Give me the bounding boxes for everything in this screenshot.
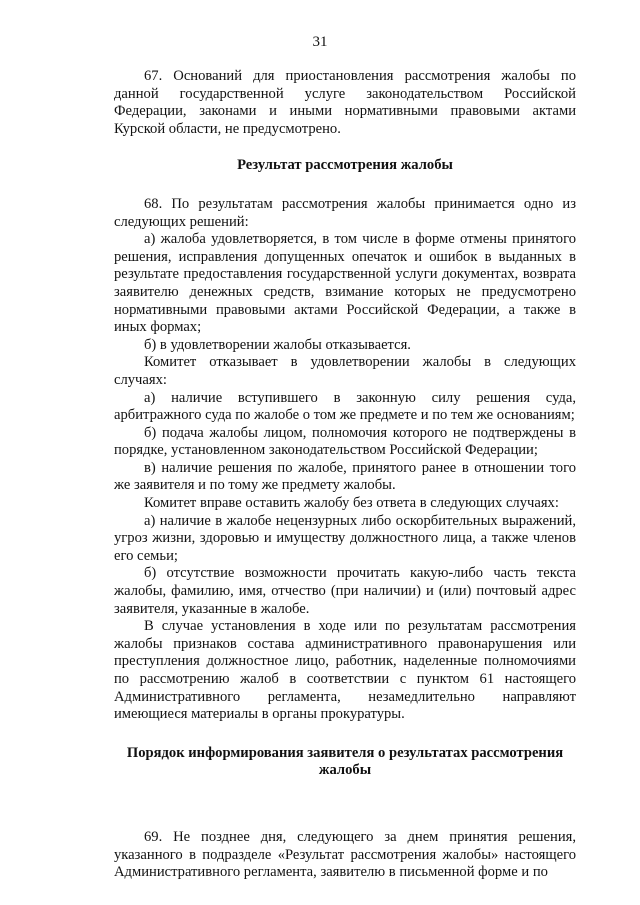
refuse-intro: Комитет отказывает в удовлетворении жалобы в следующих случаях: [114,354,576,388]
page-number: 31 [312,34,328,50]
paragraph-68-a: а) жалоба удовлетворяется, в том числе в форме отмены принятого решения, исправления допущенных опечаток и ошибок в выданных в результате предоставления государственной услуги документах, возврата заявителю денежных средств, взимание которых не предусмотрено нормативными правовыми актами Российской Федерации, а также в иных формах; [114,231,576,336]
section-heading-inform: Порядок информирования заявителя о результатах рассмотрения жалобы [126,744,564,779]
refuse-item-b: б) подача жалобы лицом, полномочия которого не подтверждены в порядке, установленном законодательством Российской Федерации; [114,424,576,459]
refuse-item-a: а) наличие вступившего в законную силу решения суда, арбитражного суда по жалобе о том же предмете и по тем же основаниям; [114,389,576,424]
refuse-item-c: в) наличие решения по жалобе, принятого ранее в отношении того же заявителя и по тому же предмету жалобы. [114,459,576,494]
paragraph-68-b: б) в удовлетворении жалобы отказывается. [144,336,411,353]
violation-paragraph: В случае установления в ходе или по результатам рассмотрения жалобы признаков состава административного правонарушения или преступления должностное лицо, работник, наделенные полномочиями по рассмотрению жалоб в соответствии с пунктом 61 настоящего Административного регламента, незамедлительно направляют имеющиеся материалы в органы прокуратуры. [114,618,576,723]
leave-item-a: а) наличие в жалобе нецензурных либо оскорбительных выражений, угроз жизни, здоровью и имуществу должностного лица, а также членов его семьи; [114,512,576,564]
section-heading-result: Результат рассмотрения жалобы [237,157,453,174]
leave-intro: Комитет вправе оставить жалобу без ответа в следующих случаях: [144,495,559,512]
paragraph-67: 67. Оснований для приостановления рассмотрения жалобы по данной государственной услуге законодательством Российской Федерации, законами и иными нормативными правовыми актами Курской области, не предусмотрено. [114,68,576,137]
leave-item-b: б) отсутствие возможности прочитать какую-либо часть текста жалобы, фамилию, имя, отчество (при наличии) и (или) почтовый адрес заявителя, указанные в жалобе. [114,565,576,617]
paragraph-69: 69. Не позднее дня, следующего за днем принятия решения, указанного в подразделе «Результат рассмотрения жалобы» настоящего Административного регламента, заявителю в письменной форме и по [114,828,576,881]
document-body [114,68,576,882]
paragraph-68: 68. По результатам рассмотрения жалобы принимается одно из следующих решений: [114,195,576,230]
